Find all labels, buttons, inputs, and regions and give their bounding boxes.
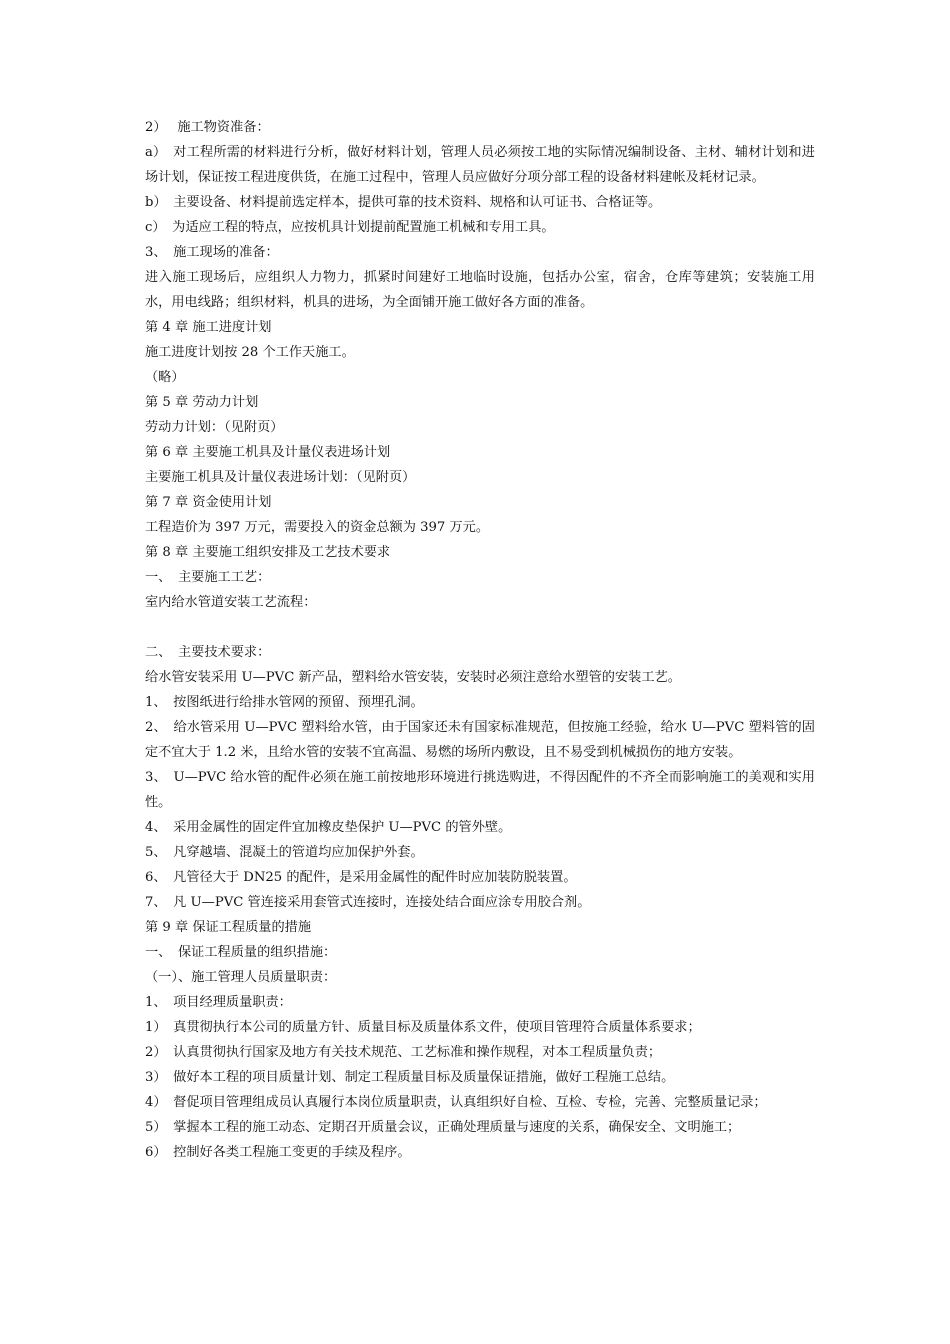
text-line-l30: 一、 保证工程质量的组织措施： bbox=[145, 945, 337, 960]
text-line-l22: 1、 按图纸进行给排水管网的预留、预埋孔洞。 bbox=[145, 695, 424, 710]
text-line-l04: c） 为适应工程的特点，应按机具计划提前配置施工机械和专用工具。 bbox=[145, 220, 555, 235]
text-line-l03: b） 主要设备、材料提前选定样本，提供可靠的技术资料、规格和认可证书、合格证等。 bbox=[145, 195, 662, 210]
text-line-l15: 工程造价为 397 万元，需要投入的资金总额为 397 万元。 bbox=[145, 520, 490, 535]
text-line-l02: a） 对工程所需的材料进行分析，做好材料计划，管理人员必须按工地的实际情况编制设备、主材、辅材计划和进场计划，保证按工程进度供货，在施工过程中，管理人员应做好分项分部工程的设备材料建帐及耗材记录。 bbox=[145, 145, 815, 185]
text-line-l32: 1、 项目经理质量职责： bbox=[145, 995, 292, 1010]
text-line-l31: （一）、施工管理人员质量职责： bbox=[145, 970, 337, 985]
text-line-l33: 1） 真贯彻执行本公司的质量方针、质量目标及质量体系文件，使项目管理符合质量体系要求； bbox=[145, 1020, 701, 1035]
text-line-l12: 第 6 章 主要施工机具及计量仪表进场计划 bbox=[145, 445, 391, 460]
text-line-l07: 第 4 章 施工进度计划 bbox=[145, 320, 272, 335]
text-line-l06: 进入施工现场后，应组织人力物力，抓紧时间建好工地临时设施，包括办公室，宿舍，仓库等建筑；安装施工用水，用电线路；组织材料，机具的进场，为全面铺开施工做好各方面的准备。 bbox=[145, 270, 815, 310]
text-line-l05: 3、 施工现场的准备： bbox=[145, 245, 279, 260]
text-line-l25: 4、 采用金属性的固定件宜加橡皮垫保护 U—PVC 的管外壁。 bbox=[145, 820, 512, 835]
text-line-l36: 4） 督促项目管理组成员认真履行本岗位质量职责，认真组织好自检、互检、专检，完善、完整质量记录； bbox=[145, 1095, 767, 1110]
text-line-l09: （略） bbox=[145, 370, 185, 385]
text-line-l11: 劳动力计划：（见附页） bbox=[145, 420, 284, 435]
text-line-l23: 2、 给水管采用 U—PVC 塑料给水管，由于国家还未有国家标准规范，但按施工经验，给水 U—PVC 塑料管的固定不宜大于 1.2 米，且给水管的安装不宜高温、易燃的场所内敷设，且不易受到机械损伤的地方安装。 bbox=[145, 720, 815, 760]
text-line-l28: 7、 凡 U—PVC 管连接采用套管式连接时，连接处结合面应涂专用胶合剂。 bbox=[145, 895, 591, 910]
text-line-l18: 室内给水管道安装工艺流程： bbox=[145, 595, 317, 610]
text-line-l16: 第 8 章 主要施工组织安排及工艺技术要求 bbox=[145, 545, 391, 560]
text-line-l37: 5） 掌握本工程的施工动态、定期召开质量会议，正确处理质量与速度的关系，确保安全、文明施工； bbox=[145, 1120, 741, 1135]
text-line-l34: 2） 认真贯彻执行国家及地方有关技术规范、工艺标准和操作规程，对本工程质量负责； bbox=[145, 1045, 662, 1060]
text-line-l20: 二、 主要技术要求： bbox=[145, 645, 271, 660]
text-line-l29: 第 9 章 保证工程质量的措施 bbox=[145, 920, 312, 935]
document-body bbox=[145, 115, 815, 1165]
text-line-l17: 一、 主要施工工艺： bbox=[145, 570, 271, 585]
text-line-l38: 6） 控制好各类工程施工变更的手续及程序。 bbox=[145, 1145, 411, 1160]
text-line-l24: 3、 U—PVC 给水管的配件必须在施工前按地形环境进行挑选购进，不得因配件的不齐全而影响施工的美观和实用性。 bbox=[145, 770, 815, 810]
text-line-l13: 主要施工机具及计量仪表进场计划：（见附页） bbox=[145, 470, 416, 485]
text-line-l01: 2） 施工物资准备： bbox=[145, 120, 270, 135]
text-line-l27: 6、 凡管径大于 DN25 的配件，是采用金属性的配件时应加装防脱装置。 bbox=[145, 870, 577, 885]
text-line-l26: 5、 凡穿越墙、混凝土的管道均应加保护外套。 bbox=[145, 845, 424, 860]
text-line-l19 bbox=[145, 615, 815, 640]
text-line-l08: 施工进度计划按 28 个工作天施工。 bbox=[145, 345, 355, 360]
text-line-l14: 第 7 章 资金使用计划 bbox=[145, 495, 272, 510]
text-line-l35: 3） 做好本工程的项目质量计划、制定工程质量目标及质量保证措施，做好工程施工总结。 bbox=[145, 1070, 675, 1085]
text-line-l10: 第 5 章 劳动力计划 bbox=[145, 395, 259, 410]
text-line-l21: 给水管安装采用 U—PVC 新产品，塑料给水管安装，安装时必须注意给水塑管的安装工艺。 bbox=[145, 670, 681, 685]
